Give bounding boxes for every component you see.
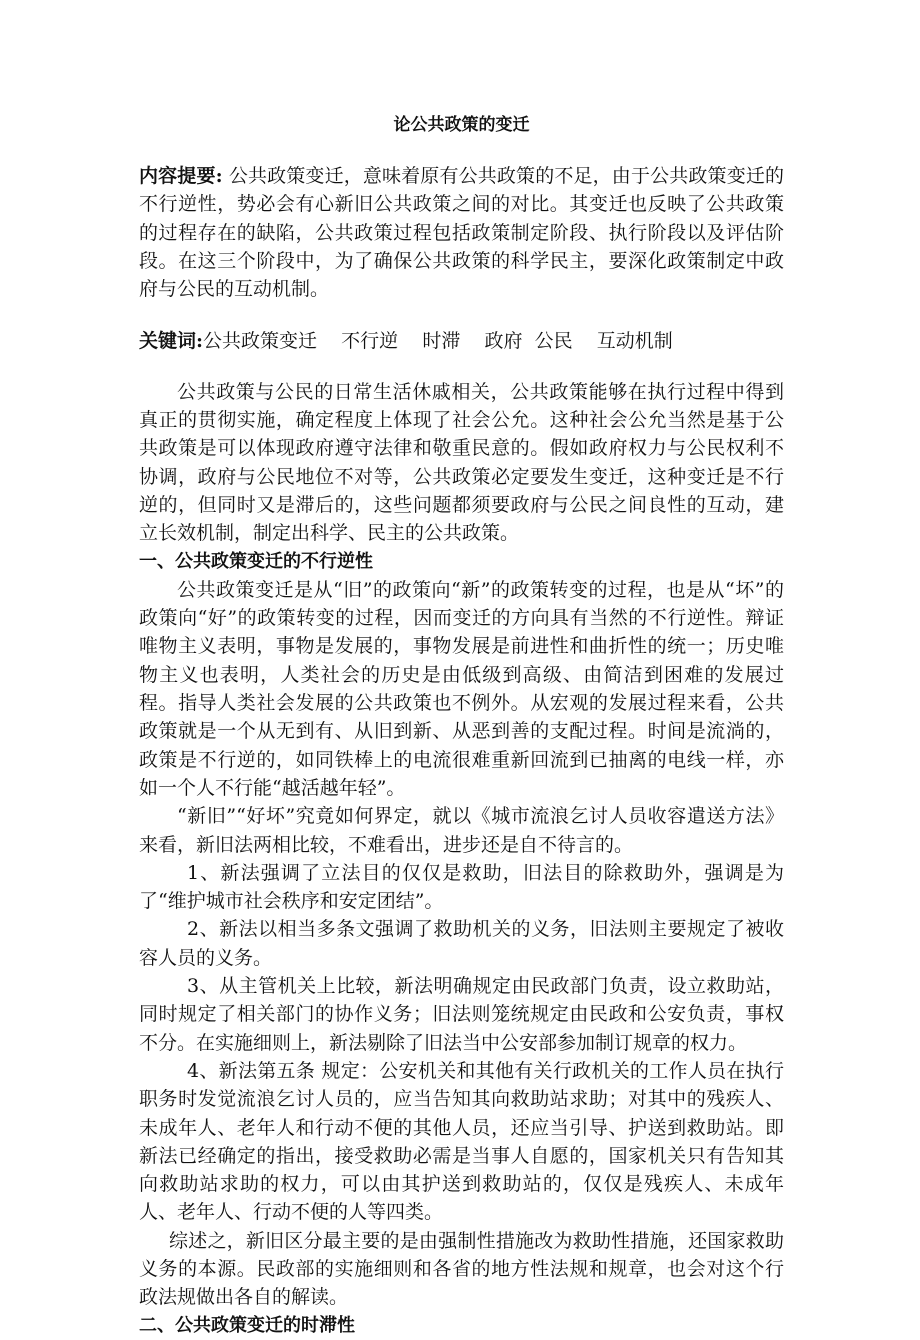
list-item-2: 2、新法以相当多条文强调了救助机关的义务，旧法则主要规定了被收容人员的义务。 <box>139 918 784 969</box>
intro-paragraph: 公共政策与公民的日常生活休戚相关，公共政策能够在执行过程中得到真正的贯彻实施，确定程度上体现了社会公允。这种社会公允当然是基于公共政策是可以体现政府遵守法律和敬重民意的。假如政府权力与公民权利不协调，政府与公民地位不对等，公共政策必定要发生变迁，这种变迁是不行逆的，但同时又是滞后的，这些问题都须要政府与公民之间良性的互动，建立长效机制，制定出科学、民主的公共政策。 <box>139 380 784 545</box>
list-item-4: 4、新法第五条 规定：公安机关和其他有关行政机关的工作人员在执行职务时发觉流浪乞讨人员的，应当告知其向救助站求助；对其中的残疾人、未成年人、老年人和行动不便的其他人员，还应当引导、护送到救助站。即新法已经确定的指出，接受救助必需是当事人自愿的，国家机关只有告知其向救助站求助的权力，可以由其护送到救助站的，仅仅是残疾人、未成年人、老年人、行动不便的人等四类。 <box>139 1059 784 1224</box>
list-item-1: 1、新法强调了立法目的仅仅是救助，旧法目的除救助外，强调是为了“维护城市社会秩序和安定团结”。 <box>139 861 784 913</box>
summary-paragraph: 综述之，新旧区分最主要的是由强制性措施改为救助性措施，还国家救助义务的本源。民政部的实施细则和各省的地方性法规和规章，也会对这个行政法规做出各自的解读。 <box>139 1229 784 1309</box>
abstract-label: 内容提要: <box>139 165 223 187</box>
list-item-3: 3、从主管机关上比较，新法明确规定由民政部门负责，设立救助站，同时规定了相关部门的协作义务；旧法则笼统规定由民政和公安负责，事权不分。在实施细则上，新法剔除了旧法当中公安部参加制订规章的权力。 <box>139 975 784 1054</box>
keywords-line <box>139 327 784 355</box>
page-title: 论公共政策的变迁 <box>393 115 530 135</box>
section-1-paragraph-1: 公共政策变迁是从“旧”的政策向“新”的政策转变的过程，也是从“坏”的政策向“好”的政策转变的过程，因而变迁的方向具有当然的不行逆性。辩证唯物主义表明，事物是发展的，事物发展是前进性和曲折性的统一；历史唯物主义也表明，人类社会的历史是由低级到高级、由简洁到困难的发展过程。指导人类社会发展的公共政策也不例外。从宏观的发展过程来看，公共政策就是一个从无到有、从旧到新、从恶到善的支配过程。时间是流淌的，政策是不行逆的，如同铁棒上的电流很难重新回流到已抽离的电线一样，亦如一个人不行能“越活越年轻”。 <box>139 578 784 799</box>
keywords-text: 公共政策变迁 不行逆 时滞 政府 公民 互动机制 <box>203 330 673 353</box>
document-body <box>139 110 784 1340</box>
section-1-paragraph-2: “新旧”“好坏”究竟如何界定，就以《城市流浪乞讨人员收容遣送方法》来看，新旧法两相比较，不难看出，进步还是自不待言的。 <box>139 805 784 856</box>
abstract-paragraph <box>139 162 784 303</box>
abstract-text: 公共政策变迁，意味着原有公共政策的不足，由于公共政策变迁的不行逆性，势必会有心新旧公共政策之间的对比。其变迁也反映了公共政策的过程存在的缺陷，公共政策过程包括政策制定阶段、执行阶段以及评估阶段。在这三个阶段中，为了确保公共政策的科学民主，要深化政策制定中政府与公民的互动机制。 <box>139 165 785 301</box>
section-1-heading: 一、公共政策变迁的不行逆性 <box>139 550 373 572</box>
keywords-label: 关键词: <box>139 330 204 353</box>
section-2-heading: 二、公共政策变迁的时滞性 <box>139 1314 355 1336</box>
